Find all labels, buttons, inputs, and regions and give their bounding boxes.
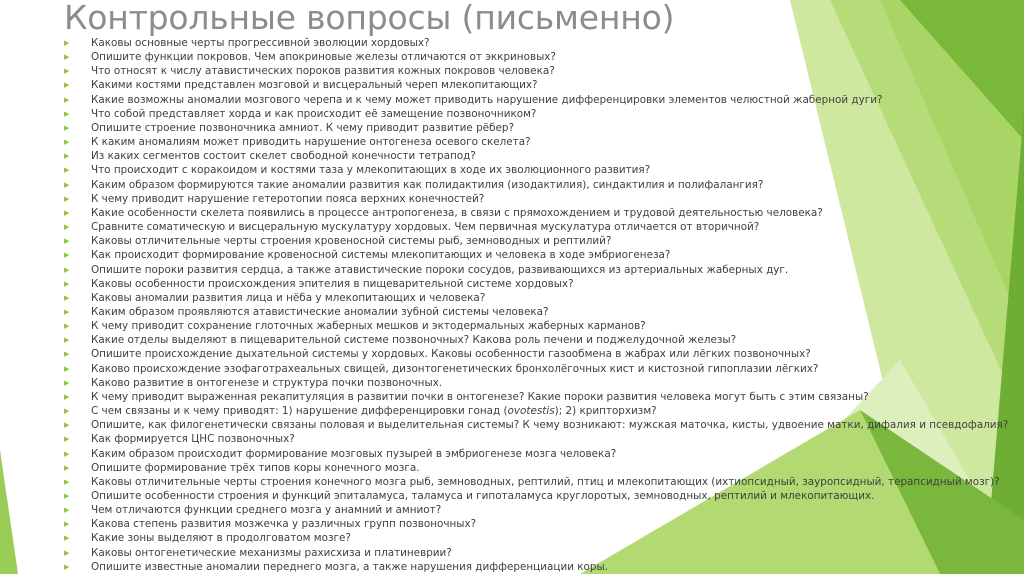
triangle-right-icon: ▶ bbox=[64, 534, 70, 543]
list-item bbox=[64, 546, 1024, 560]
list-item bbox=[64, 93, 1024, 107]
list-item bbox=[64, 107, 1024, 121]
list-item bbox=[64, 333, 1024, 347]
list-item bbox=[64, 149, 1024, 163]
question-text: Чем отличаются функции среднего мозга у анамний и амниот? bbox=[91, 504, 442, 517]
triangle-right-icon: ▶ bbox=[64, 350, 70, 359]
triangle-right-icon: ▶ bbox=[64, 520, 70, 529]
question-text: Каким образом происходит формирование мозговых пузырей в эмбриогенезе мозга человека? bbox=[91, 447, 617, 460]
triangle-right-icon: ▶ bbox=[64, 463, 70, 472]
triangle-right-icon: ▶ bbox=[64, 152, 70, 161]
triangle-right-icon: ▶ bbox=[64, 562, 70, 571]
triangle-right-icon: ▶ bbox=[64, 506, 70, 515]
triangle-right-icon: ▶ bbox=[64, 223, 70, 232]
deco-panel-left-bottom bbox=[0, 450, 18, 574]
triangle-right-icon: ▶ bbox=[64, 548, 70, 557]
list-item bbox=[64, 432, 1024, 446]
question-text: Каково происхождение эзофаготрахеальных свищей, дизонтогенетических бронхолёгочных кист и кистозной гипоплазии лёгких? bbox=[91, 362, 819, 375]
triangle-right-icon: ▶ bbox=[64, 237, 70, 246]
question-text: Опишите формирование трёх типов коры конечного мозга. bbox=[91, 461, 420, 474]
triangle-right-icon: ▶ bbox=[64, 208, 70, 217]
triangle-right-icon: ▶ bbox=[64, 180, 70, 189]
list-item bbox=[64, 319, 1024, 333]
triangle-right-icon: ▶ bbox=[64, 421, 70, 430]
question-text: Опишите особенности строения и функций эпиталамуса, таламуса и гипоталамуса круглоротых, земноводных, рептилий и млекопитающих. bbox=[91, 490, 875, 502]
list-item bbox=[64, 305, 1024, 319]
question-text: К чему приводит выраженная рекапитуляция в развитии почки в онтогенезе? Какие пороки развития человека могут быть с этим связаны? bbox=[91, 390, 869, 403]
question-text: Каким образом проявляются атавистические аномалии зубной системы человека? bbox=[91, 305, 549, 318]
question-text: Как происходит формирование кровеносной системы млекопитающих и человека в ходе эмбриогенеза? bbox=[91, 249, 671, 262]
triangle-right-icon: ▶ bbox=[64, 53, 70, 62]
question-text: Что собой представляет хорда и как происходит её замещение позвоночником? bbox=[91, 107, 537, 120]
triangle-right-icon: ▶ bbox=[64, 477, 70, 486]
list-item bbox=[64, 135, 1024, 149]
question-text: Каковы особенности происхождения эпителия в пищеварительной системе хордовых? bbox=[91, 277, 574, 290]
question-text: Какие зоны выделяют в продолговатом мозге? bbox=[91, 532, 351, 545]
question-text: Каковы онтогенетические механизмы рахисхиза и платиневрии? bbox=[91, 546, 452, 559]
list-item bbox=[64, 517, 1024, 531]
question-text: Каковы отличительные черты строения кровеносной системы рыб, земноводных и рептилий? bbox=[91, 235, 612, 248]
triangle-right-icon: ▶ bbox=[64, 492, 70, 500]
triangle-right-icon: ▶ bbox=[64, 392, 70, 401]
question-text: Какие особенности скелета появились в процессе антропогенеза, в связи с прямохождением и трудовой деятельностью человека? bbox=[91, 206, 823, 219]
question-text: Каким образом формируются такие аномалии развития как полидактилия (изодактилия), синдактилия и полифалангия? bbox=[91, 178, 764, 191]
triangle-right-icon: ▶ bbox=[64, 109, 70, 118]
triangle-right-icon: ▶ bbox=[64, 265, 70, 274]
list-item bbox=[64, 277, 1024, 291]
question-emphasis: ovotestis bbox=[507, 405, 555, 418]
list-item bbox=[64, 531, 1024, 545]
list-item bbox=[64, 390, 1024, 404]
list-item bbox=[64, 206, 1024, 220]
list-item bbox=[64, 489, 1024, 503]
question-text: Какими костями представлен мозговой и висцеральный череп млекопитающих? bbox=[91, 79, 538, 92]
question-list bbox=[64, 36, 1024, 574]
list-item bbox=[64, 447, 1024, 461]
list-item bbox=[64, 418, 1024, 432]
list-item bbox=[64, 121, 1024, 135]
triangle-right-icon: ▶ bbox=[64, 194, 70, 203]
triangle-right-icon: ▶ bbox=[64, 449, 70, 458]
triangle-right-icon: ▶ bbox=[64, 39, 70, 47]
list-item bbox=[64, 192, 1024, 206]
question-text: Опишите функции покровов. Чем апокриновые железы отличаются от эккриновых? bbox=[91, 51, 556, 64]
triangle-right-icon: ▶ bbox=[64, 322, 70, 331]
question-text: К чему приводит сохранение глоточных жаберных мешков и эктодермальных жаберных карманов? bbox=[91, 320, 646, 333]
question-text: Опишите происхождение дыхательной системы у хордовых. Каковы особенности газообмена в жабрах или лёгких позвоночных? bbox=[91, 348, 811, 361]
list-item bbox=[64, 234, 1024, 248]
triangle-right-icon: ▶ bbox=[64, 435, 70, 444]
triangle-right-icon: ▶ bbox=[64, 364, 70, 373]
list-item bbox=[64, 50, 1024, 64]
list-item bbox=[64, 560, 1024, 574]
page-title: Контрольные вопросы (письменно) bbox=[64, 0, 675, 37]
question-text: Каково развитие в онтогенезе и структура почки позвоночных. bbox=[91, 376, 443, 389]
list-item bbox=[64, 291, 1024, 305]
list-item bbox=[64, 36, 1024, 50]
question-text: Какие возможны аномалии мозгового черепа и к чему может приводить нарушение дифференцировки элементов челюстной жаберной дуги? bbox=[91, 93, 883, 106]
question-text: С чем связаны и к чему приводят: 1) нарушение дифференцировки гонад ( bbox=[91, 405, 508, 418]
list-item bbox=[64, 404, 1024, 418]
question-text: Опишите, как филогенетически связаны половая и выделительная системы? К чему возникают: мужская маточка, кисты, удвоение матки, дифалия и псевдофалия? bbox=[91, 419, 1009, 432]
triangle-right-icon: ▶ bbox=[64, 307, 70, 316]
triangle-right-icon: ▶ bbox=[64, 336, 70, 345]
triangle-right-icon: ▶ bbox=[64, 95, 70, 104]
question-text: Какова степень развития мозжечка у различных групп позвоночных? bbox=[91, 518, 477, 531]
list-item bbox=[64, 475, 1024, 489]
triangle-right-icon: ▶ bbox=[64, 407, 70, 416]
question-text: Какие отделы выделяют в пищеварительной системе позвоночных? Какова роль печени и поджелудочной железы? bbox=[91, 334, 737, 347]
list-item bbox=[64, 347, 1024, 361]
list-item bbox=[64, 163, 1024, 177]
list-item bbox=[64, 248, 1024, 262]
question-text: Опишите известные аномалии переднего мозга, а также нарушения дифференциации коры. bbox=[91, 560, 608, 573]
question-text: Сравните соматическую и висцеральную мускулатуру хордовых. Чем первичная мускулатура отличается от вторичной? bbox=[91, 221, 760, 234]
triangle-right-icon: ▶ bbox=[64, 293, 70, 302]
question-text: Опишите строение позвоночника амниот. К чему приводит развитие рёбер? bbox=[91, 121, 514, 134]
list-item bbox=[64, 220, 1024, 234]
question-text: Каковы отличительные черты строения конечного мозга рыб, земноводных, рептилий, птиц и млекопитающих (ихтиопсидный, зауропсидный, терапсидный мозг)? bbox=[91, 475, 1000, 488]
list-item bbox=[64, 263, 1024, 277]
list-item bbox=[64, 178, 1024, 192]
question-text: К чему приводит нарушение гетеротопии пояса верхних конечностей? bbox=[91, 192, 485, 205]
triangle-right-icon: ▶ bbox=[64, 138, 70, 147]
question-text: Каковы аномалии развития лица и нёба у млекопитающих и человека? bbox=[91, 291, 486, 304]
question-text: Что относят к числу атавистических пороков развития кожных покровов человека? bbox=[91, 65, 555, 78]
list-item bbox=[64, 64, 1024, 78]
triangle-right-icon: ▶ bbox=[64, 166, 70, 175]
triangle-right-icon: ▶ bbox=[64, 81, 70, 90]
list-item bbox=[64, 376, 1024, 390]
question-text: Каковы основные черты прогрессивной эволюции хордовых? bbox=[91, 37, 430, 49]
triangle-right-icon: ▶ bbox=[64, 123, 70, 132]
question-text: Как формируется ЦНС позвоночных? bbox=[91, 433, 295, 446]
question-text: Опишите пороки развития сердца, а также атавистические пороки сосудов, развивающихся из артериальных жаберных дуг. bbox=[91, 263, 789, 276]
list-item bbox=[64, 503, 1024, 517]
question-text: Из каких сегментов состоит скелет свободной конечности тетрапод? bbox=[91, 150, 476, 163]
list-item bbox=[64, 78, 1024, 92]
triangle-right-icon: ▶ bbox=[64, 378, 70, 387]
question-text-after: ); 2) крипторхизм? bbox=[554, 405, 657, 418]
triangle-right-icon: ▶ bbox=[64, 251, 70, 260]
triangle-right-icon: ▶ bbox=[64, 67, 70, 76]
list-item bbox=[64, 461, 1024, 475]
triangle-right-icon: ▶ bbox=[64, 279, 70, 288]
question-text: Что происходит с коракоидом и костями таза у млекопитающих в ходе их эволюционного развития? bbox=[91, 164, 651, 177]
question-text: К каким аномалиям может приводить нарушение онтогенеза осевого скелета? bbox=[91, 136, 531, 149]
list-item bbox=[64, 362, 1024, 376]
